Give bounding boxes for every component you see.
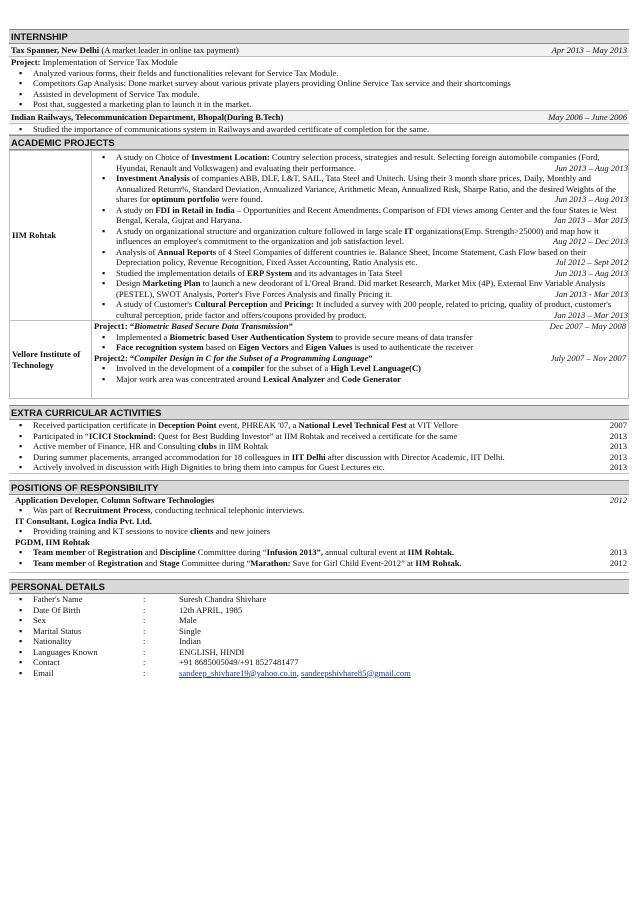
list-item: ▪ Investment Analysis of companies ABB, DLF, L&T, SAIL, Tata Steel and Unitech. Using their 3 month share prices, Daily, Monthly and Annualized Return%, Standard Deviation, Annualized Variance, Arithmetic Mean, Annualized Risk, Sharpe Ratio, and the desired Weights of the shares for optimum portfolio were found. Jun 2013 – Aug 2013 [92,173,628,205]
positions-heading: POSITIONS OF RESPONSIBILITY [9,480,629,495]
list-item: ▪ Team member of Registration and Discipline Committee during “Infusion 2013”, annual cultural event at IIM Rohtak. 2013 [9,547,629,558]
list-item: ▪ Studied the implementation details of ERP System and its advantages in Tata Steel Jun 2013 – Aug 2013 [92,268,628,279]
list-item: ▪ Active member of Finance, HR and Consulting clubs in IIM Rohtak 2013 [9,441,629,452]
position3-title: PGDM, IIM Rohtak [15,536,90,547]
list-item: ▪ Marital Status : Single [9,626,629,637]
list-item: ▪ Sex : Male [9,615,629,626]
vit-project2-bullets [92,363,628,384]
personal-list [9,594,629,678]
vit-project1-dates: Dec 2007 – May 2008 [549,321,626,331]
list-item: ▪ Email : sandeep_shivhare19@yahoo.co.in, sandeepshivhare85@gmail.com [9,668,629,679]
list-item: ▪ Analyzed various forms, their fields and functionalities relevant for Service Tax Module. [9,68,629,79]
list-item: ▪ Competitors Gap Analysis: Done market survey about various private players providing Online Service Tax service and their shortcomings [9,78,629,89]
internship-heading: INTERNSHIP [9,29,629,44]
academic-heading: ACADEMIC PROJECTS [9,135,629,150]
list-item: ▪ Involved in the development of a compiler for the subset of a High Level Language(C) [92,363,628,374]
list-item: ▪ A study on FDI in Retail in India – Opportunities and Recent Amendments. Comparison of FDI views among Center and the four States ie West Bengal, Kerala, Gujrat and Haryana. Jan 2013 – Mar 2013 [92,205,628,226]
list-item: ▪ Languages Known : ENGLISH, HINDI [9,647,629,658]
personal-heading: PERSONAL DETAILS [9,579,629,594]
list-item: ▪ Design Marketing Plan to launch a new deodorant of L'Oreal Brand. Did market Research, Market Mix (4P), External Env Variable Analysis (PESTEL), SWOT Analysis, Porter's Five Forces Analysis and finally Pricing it. Jan 2013 - Mar 2013 [92,278,628,299]
list-item: ▪ Participated in “ICICI Stockmind: Quest for Best Budding Investor” at IIM Rohtak and received a certificate for the same 2013 [9,431,629,442]
list-item: ▪ Providing training and KT sessions to novice clients and new joiners [9,526,629,537]
position2-title: IT Consultant, Logica India Pvt. Ltd. [15,515,152,526]
list-item: ▪ A study of Customer's Cultural Perception and Pricing: It included a survey with 200 people, related to pricing, quality of product, customer's cultural perception, pride factor and offers/coupons provided by product. Jan 2013 – Mar 2013 [92,299,628,320]
list-item: ▪ Received participation certificate in Deception Point event, PHREAK '07, a National Level Technical Fest at VIT Vellore 2007 [9,420,629,431]
list-item: ▪ Was part of Recruitment Process, conducting technical telephonic interviews. [9,505,629,516]
list-item: ▪ Face recognition system based on Eigen Vectors and Eigen Values is used to authenticate the receiver [92,342,628,353]
list-item: ▪ Team member of Registration and Stage Committee during “Marathon: Save for Girl Child Event-2012” at IIM Rohtak. 2012 [9,558,629,569]
job1-project-text: Implementation of Service Tax Module [40,57,178,67]
list-item: ▪ Date Of Birth : 12th APRIL, 1985 [9,605,629,616]
academic-table [9,150,629,399]
job1-dates: Apr 2013 – May 2013 [551,45,627,55]
email-link-2[interactable]: sandeepshivhare85@gmail.com [301,667,411,678]
positions-body [9,495,629,574]
job2-company: Indian Railways, Telecommunication Department, Bhopal(During B.Tech) [11,111,284,122]
vit-project2-title: Project2: “Compiler Design in C for the Subset of a Programming Language” July 2007 – Nov 2007 [94,352,626,363]
vit-project1-title: Project1: “Biometric Based Secure Data Transmission” Dec 2007 – May 2008 [94,321,626,331]
job1-company: Tax Spanner, New Delhi [11,45,100,55]
job1-body [9,57,629,111]
job1-desc: (A market leader in online tax payment) [99,45,239,55]
list-item: ▪ Analysis of Annual Reports of 4 Steel Companies of different countries ie. Balance Sheet, Income Statement, Cash Flow based on their Depreciation policy, Revenue Recognition, Fixed Asset Accounting, Ratio Analysis etc. Jul 2012 – Sept 2012 [92,247,628,268]
list-item: ▪ Contact : +91 8685005049/+91 8527481477 [9,657,629,668]
list-item: ▪ Post that, suggested a marketing plan to launch it in the market. [9,99,629,110]
internship-job1-title [9,44,629,57]
list-item: ▪ Nationality : Indian [9,636,629,647]
extra-heading: EXTRA CURRICULAR ACTIVITIES [9,405,629,420]
list-item: ▪ Actively involved in discussion with High Dignities to bring them into campus for Guest Lectures etc. 2013 [9,462,629,473]
vit-project2-dates: July 2007 – Nov 2007 [550,352,626,363]
institution-iim: IIM Rohtak [10,151,92,321]
job2-bullets [9,124,629,136]
list-item: ▪ Father's Name : Suresh Chandra Shivhare [9,594,629,605]
list-item: ▪ A study on organizational structure and organization culture followed in large scale IT organizations(Emp. Strength>25000) and map how it influences an employee's commitment to the organization and job satisfaction level. Aug 2012 – Dec 2013 [92,226,628,247]
iim-projects [92,151,628,320]
resume-page [9,29,629,678]
extra-list [9,420,629,474]
internship-job2-title [9,111,629,124]
position1-title: Application Developer, Column Software Technologies 2012 [15,494,627,505]
institution-vit: Vellore Institute of Technology [10,321,92,399]
list-item: ▪ Assisted in development of Service Tax module. [9,89,629,100]
list-item: ▪ During summer placements, arranged accommodation for 18 colleagues in IIT Delhi after discussion with Director Academic, IIT Delhi. 2013 [9,452,629,463]
list-item: ▪ Studied the importance of communications system in Railways and awarded certificate of completion for the same. [9,124,629,135]
list-item: ▪ A study on Choice of Investment Location: Country selection process, strategies and result. Selecting foreign automobile companies (Ford, Hyundai, Renault and Volkswagen) and evaluating their performance. Jun 2013 – Aug 2013 [92,152,628,173]
job2-dates: May 2006 – June 2006 [548,111,627,122]
list-item: ▪ Implemented a Biometric based User Authentication System to provide secure means of data transfer [92,332,628,343]
job1-project-label: Project: [11,57,41,67]
job1-bullets [9,68,629,110]
list-item: ▪ Major work area was concentrated around Lexical Analyzer and Code Generator [92,374,628,385]
vit-project1-bullets [92,332,628,353]
email-link-1[interactable]: sandeep_shivhare19@yahoo.co.in [179,667,297,678]
